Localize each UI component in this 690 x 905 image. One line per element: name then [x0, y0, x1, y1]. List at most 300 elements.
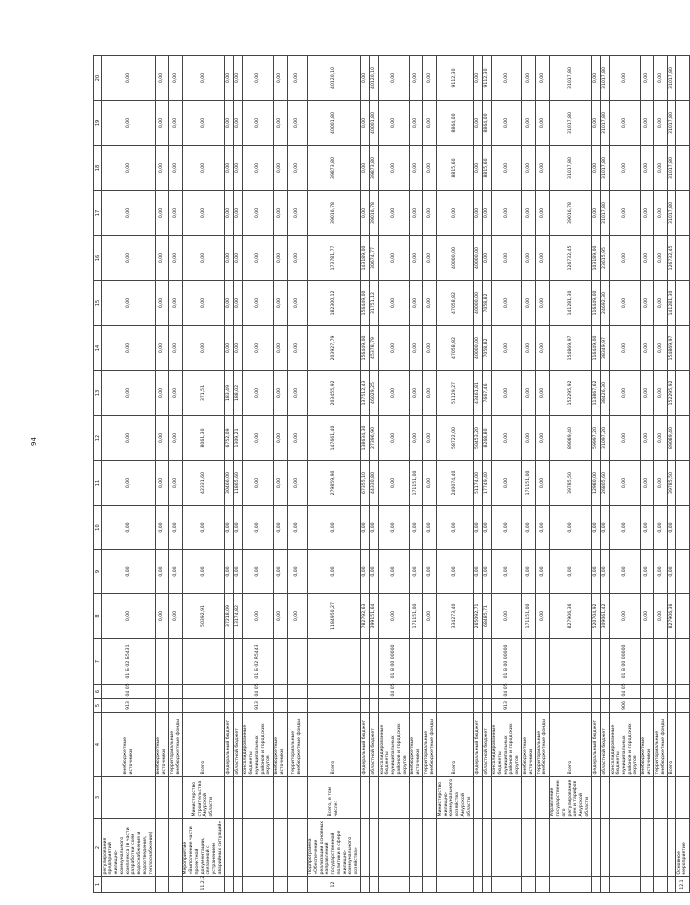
- cell-c7: [676, 639, 689, 685]
- table-row: [409, 56, 422, 893]
- cell-value: 0,00: [379, 56, 410, 101]
- cell-value: 0,00: [361, 506, 370, 550]
- cell-c4: территориальные внебюджетные фонды: [169, 713, 182, 777]
- cell-value: 0,00: [224, 281, 233, 326]
- cell-value: 0,00: [473, 146, 482, 191]
- cell-value: 39016,78: [307, 191, 361, 236]
- cell-value: 13174,82: [233, 594, 242, 639]
- cell-value: 0,00: [242, 594, 273, 639]
- cell-c5: 913: [242, 699, 273, 713]
- cell-value: 0,00: [102, 236, 156, 281]
- cell-c4: областной бюджет: [482, 713, 491, 777]
- column-number: 7: [94, 639, 102, 685]
- cell-value: 31751,12: [370, 281, 379, 326]
- cell-c1: [668, 877, 676, 893]
- cell-c3: [273, 777, 287, 819]
- cell-value: 0,00: [169, 191, 182, 236]
- cell-value: 0,00: [242, 281, 273, 326]
- cell-c2: Основное мероприятие: [676, 819, 689, 877]
- cell-c5: [522, 699, 535, 713]
- cell-c1: 12.1: [676, 877, 689, 893]
- cell-value: 0,00: [654, 461, 668, 506]
- cell-c4: областной бюджет: [370, 713, 379, 777]
- table-row: [287, 56, 307, 893]
- cell-value: 0,00: [522, 191, 535, 236]
- cell-c2: [592, 819, 601, 877]
- cell-value: 0,00: [482, 236, 491, 281]
- cell-value: 0,00: [491, 326, 522, 371]
- column-number: 4: [94, 713, 102, 777]
- cell-value: [676, 146, 689, 191]
- cell-value: 0,00: [423, 191, 437, 236]
- table-row: [182, 56, 224, 893]
- cell-c6: [361, 685, 370, 699]
- cell-value: 0,00: [423, 506, 437, 550]
- cell-value: 0,00: [287, 506, 307, 550]
- cell-c1: [437, 877, 473, 893]
- cell-value: 0,00: [273, 281, 287, 326]
- cell-value: [676, 236, 689, 281]
- cell-value: 24692,30: [601, 281, 610, 326]
- cell-c2: [169, 819, 182, 877]
- cell-c2: [640, 819, 653, 877]
- cell-c4: Всего: [668, 713, 676, 777]
- table-row: [482, 56, 491, 893]
- cell-value: 40120,10: [307, 56, 361, 101]
- table-row: [437, 56, 473, 893]
- cell-value: 0,00: [654, 416, 668, 461]
- cell-value: 0,00: [224, 56, 233, 101]
- cell-c7: 01 В 00 00000: [491, 639, 522, 685]
- cell-value: 0,00: [287, 191, 307, 236]
- cell-value: [676, 56, 689, 101]
- cell-value: 40000,00: [437, 236, 473, 281]
- cell-c5: [535, 699, 549, 713]
- cell-value: 154869,97: [668, 326, 676, 371]
- cell-c1: [491, 877, 522, 893]
- cell-c1: [287, 877, 307, 893]
- cell-c4: федеральный бюджет: [224, 713, 233, 777]
- cell-value: 203455,92: [307, 371, 361, 416]
- cell-c3: [242, 777, 273, 819]
- page-number: 94: [30, 437, 38, 446]
- cell-value: 51174,00: [473, 461, 482, 506]
- cell-c3: [169, 777, 182, 819]
- cell-c1: [233, 877, 242, 893]
- cell-c7: [409, 639, 422, 685]
- cell-value: 0,00: [273, 550, 287, 594]
- cell-value: 9112,30: [482, 56, 491, 101]
- cell-value: 39785,50: [549, 461, 591, 506]
- cell-c6: [482, 685, 491, 699]
- cell-value: 171151,00: [522, 461, 535, 506]
- cell-value: 0,00: [155, 191, 168, 236]
- cell-value: 0,00: [610, 461, 641, 506]
- cell-value: 0,00: [535, 506, 549, 550]
- cell-value: [676, 371, 689, 416]
- cell-c7: [549, 639, 591, 685]
- cell-value: 40000,00: [473, 326, 482, 371]
- cell-value: 279859,90: [307, 461, 361, 506]
- cell-value: 0,00: [379, 371, 410, 416]
- cell-value: 58722,00: [437, 416, 473, 461]
- column-number: 9: [94, 550, 102, 594]
- cell-value: 50392,91: [182, 594, 224, 639]
- cell-value: 156449,00: [361, 281, 370, 326]
- cell-c3: [654, 777, 668, 819]
- cell-c6: 04 05: [491, 685, 522, 699]
- cell-value: 0,00: [287, 101, 307, 146]
- cell-value: 0,00: [379, 461, 410, 506]
- cell-c6: [601, 685, 610, 699]
- table-row: [242, 56, 273, 893]
- column-number: 5: [94, 699, 102, 713]
- cell-value: 0,00: [535, 550, 549, 594]
- cell-value: 0,00: [491, 371, 522, 416]
- cell-c6: [437, 685, 473, 699]
- cell-c2: [155, 819, 168, 877]
- cell-value: [676, 416, 689, 461]
- cell-c5: 913: [102, 699, 156, 713]
- cell-c2: [423, 819, 437, 877]
- cell-value: 782792,63: [361, 594, 370, 639]
- cell-value: 0,00: [233, 56, 242, 101]
- cell-value: 0,00: [437, 191, 473, 236]
- cell-value: 0,00: [640, 191, 653, 236]
- cell-value: 0,00: [287, 416, 307, 461]
- cell-c1: [370, 877, 379, 893]
- cell-value: 0,00: [592, 191, 601, 236]
- cell-value: 12980,00: [592, 461, 601, 506]
- cell-value: 0,00: [155, 281, 168, 326]
- cell-value: 0,00: [592, 56, 601, 101]
- table-row: [155, 56, 168, 893]
- cell-c1: [482, 877, 491, 893]
- cell-value: 0,00: [242, 416, 273, 461]
- cell-c5: [307, 699, 361, 713]
- cell-c3: [423, 777, 437, 819]
- cell-value: 0,00: [233, 101, 242, 146]
- cell-c5: [370, 699, 379, 713]
- cell-c6: [473, 685, 482, 699]
- cell-c5: [549, 699, 591, 713]
- column-number: 3: [94, 777, 102, 819]
- cell-value: 17749,40: [482, 461, 491, 506]
- cell-value: 0,00: [423, 236, 437, 281]
- cell-value: 0,00: [155, 236, 168, 281]
- cell-value: 0,00: [482, 506, 491, 550]
- cell-value: 0,00: [610, 326, 641, 371]
- cell-c3: Министерство жилищно-коммунального хозяйства Амурской области: [437, 777, 473, 819]
- cell-value: 0,00: [437, 506, 473, 550]
- cell-value: 0,00: [409, 281, 422, 326]
- cell-value: 0,00: [233, 550, 242, 594]
- cell-c4: территориальные внебюджетные фонды: [423, 713, 437, 777]
- cell-c2: [233, 819, 242, 877]
- cell-value: 0,00: [610, 146, 641, 191]
- cell-value: 0,00: [155, 326, 168, 371]
- cell-c3: [482, 777, 491, 819]
- cell-value: 0,00: [169, 506, 182, 550]
- cell-c6: [668, 685, 676, 699]
- cell-value: 0,00: [102, 550, 156, 594]
- cell-value: 39016,78: [370, 191, 379, 236]
- column-number: 11: [94, 461, 102, 506]
- cell-value: 50453,20: [473, 416, 482, 461]
- cell-value: 0,00: [601, 506, 610, 550]
- cell-value: 67355,10: [361, 461, 370, 506]
- cell-value: 0,00: [535, 56, 549, 101]
- cell-value: 0,00: [273, 416, 287, 461]
- cell-c7: [522, 639, 535, 685]
- cell-c6: [169, 685, 182, 699]
- cell-value: 0,00: [287, 236, 307, 281]
- cell-value: 0,00: [102, 281, 156, 326]
- cell-value: 8268,80: [482, 416, 491, 461]
- cell-c1: [549, 877, 591, 893]
- cell-c7: [155, 639, 168, 685]
- cell-value: 0,00: [640, 56, 653, 101]
- cell-value: 0,00: [379, 416, 410, 461]
- table-row: [549, 56, 591, 893]
- cell-value: 0,00: [307, 550, 361, 594]
- cell-value: 0,00: [640, 461, 653, 506]
- cell-value: 0,00: [361, 146, 370, 191]
- cell-value: 40001,80: [370, 101, 379, 146]
- cell-value: 0,00: [182, 146, 224, 191]
- cell-value: 0,00: [654, 191, 668, 236]
- cell-c3: [379, 777, 410, 819]
- cell-c7: [654, 639, 668, 685]
- cell-value: 31017,80: [668, 101, 676, 146]
- cell-value: [676, 191, 689, 236]
- cell-value: 0,00: [535, 371, 549, 416]
- cell-c4: Всего: [549, 713, 591, 777]
- cell-value: 203927,79: [307, 326, 361, 371]
- cell-value: 0,00: [423, 101, 437, 146]
- cell-value: 0,00: [102, 191, 156, 236]
- cell-value: 0,00: [273, 56, 287, 101]
- table-row: [592, 56, 601, 893]
- cell-value: 0,00: [592, 550, 601, 594]
- cell-value: 46029,25: [370, 371, 379, 416]
- cell-value: 0,00: [182, 236, 224, 281]
- cell-value: 0,00: [640, 236, 653, 281]
- cell-value: 0,00: [379, 326, 410, 371]
- cell-c7: [535, 639, 549, 685]
- cell-c2: [379, 819, 410, 877]
- cell-value: 44330,80: [370, 461, 379, 506]
- cell-value: 156449,00: [361, 326, 370, 371]
- cell-c2: [535, 819, 549, 877]
- cell-c3: [287, 777, 307, 819]
- cell-c3: Управление государственного регулирования цен и тарифов Амурской области: [549, 777, 591, 819]
- cell-value: 0,00: [522, 146, 535, 191]
- cell-value: 141281,30: [668, 281, 676, 326]
- cell-c6: [592, 685, 601, 699]
- cell-c5: [361, 699, 370, 713]
- cell-value: 0,00: [169, 281, 182, 326]
- cell-value: 0,00: [242, 461, 273, 506]
- cell-value: 9112,30: [437, 56, 473, 101]
- cell-value: [676, 461, 689, 506]
- cell-value: 0,00: [273, 326, 287, 371]
- cell-value: 143189,00: [361, 236, 370, 281]
- cell-value: 0,00: [233, 506, 242, 550]
- cell-value: 0,00: [287, 56, 307, 101]
- cell-c5: [182, 699, 224, 713]
- cell-c6: [409, 685, 422, 699]
- cell-value: 0,00: [491, 594, 522, 639]
- cell-value: 171151,00: [522, 594, 535, 639]
- cell-value: 0,00: [273, 101, 287, 146]
- cell-value: 147661,40: [307, 416, 361, 461]
- cell-value: 0,00: [592, 101, 601, 146]
- cell-value: 137512,43: [361, 371, 370, 416]
- cell-value: 1309,21: [233, 416, 242, 461]
- cell-value: 0,00: [409, 236, 422, 281]
- cell-value: 0,00: [155, 101, 168, 146]
- cell-c1: [522, 877, 535, 893]
- cell-value: 31017,80: [549, 56, 591, 101]
- cell-value: 0,00: [233, 146, 242, 191]
- cell-value: 0,00: [535, 281, 549, 326]
- cell-c3: [233, 777, 242, 819]
- cell-c2: Подпрограмма «Обеспечение реализации основных направлений государственной политики в сфере жилищно-коммунального хозяйства»: [307, 819, 361, 877]
- cell-value: 399151,64: [370, 594, 379, 639]
- cell-value: 0,00: [409, 191, 422, 236]
- cell-value: 0,00: [273, 191, 287, 236]
- cell-value: 0,00: [233, 326, 242, 371]
- cell-value: 0,00: [409, 101, 422, 146]
- cell-value: 0,00: [409, 416, 422, 461]
- cell-value: 0,00: [610, 594, 641, 639]
- cell-value: [676, 326, 689, 371]
- cell-value: [676, 506, 689, 550]
- cell-value: 0,00: [233, 191, 242, 236]
- cell-c4: внебюджетные источники: [409, 713, 422, 777]
- cell-value: 0,00: [224, 506, 233, 550]
- cell-value: 38349,97: [601, 326, 610, 371]
- cell-c2: [610, 819, 641, 877]
- cell-value: 0,00: [491, 281, 522, 326]
- cell-c2: [601, 819, 610, 877]
- cell-value: 0,00: [610, 56, 641, 101]
- cell-c7: [592, 639, 601, 685]
- cell-value: 0,00: [522, 506, 535, 550]
- cell-value: 31097,20: [601, 416, 610, 461]
- cell-c2: регулирования предприятий жилищно-коммунального комплекса (в части разработки схем водоснабжения и водоотведения, теплоснабжения): [102, 819, 156, 877]
- cell-value: 265092,71: [473, 594, 482, 639]
- cell-value: 0,00: [409, 146, 422, 191]
- cell-value: 42331,60: [182, 461, 224, 506]
- cell-value: 0,00: [654, 594, 668, 639]
- cell-value: 31017,80: [601, 56, 610, 101]
- cell-c6: [535, 685, 549, 699]
- budget-table-rotated: [93, 61, 688, 893]
- cell-value: 0,00: [361, 191, 370, 236]
- cell-c5: [437, 699, 473, 713]
- cell-c5: [592, 699, 601, 713]
- cell-value: 0,00: [242, 371, 273, 416]
- cell-value: 171151,00: [409, 461, 422, 506]
- cell-value: 0,00: [640, 550, 653, 594]
- cell-value: 51129,27: [437, 371, 473, 416]
- cell-value: 0,00: [640, 101, 653, 146]
- cell-value: 31017,80: [549, 146, 591, 191]
- cell-value: 7058,82: [482, 281, 491, 326]
- cell-value: 0,00: [287, 594, 307, 639]
- cell-value: 0,00: [287, 146, 307, 191]
- cell-value: 31017,80: [668, 56, 676, 101]
- cell-value: 188,02: [233, 371, 242, 416]
- cell-value: 0,00: [273, 371, 287, 416]
- cell-value: 0,00: [307, 506, 361, 550]
- cell-value: 0,00: [491, 461, 522, 506]
- cell-value: 26805,60: [601, 461, 610, 506]
- column-number: 6: [94, 685, 102, 699]
- cell-c7: [233, 639, 242, 685]
- cell-c6: [273, 685, 287, 699]
- cell-value: 0,00: [549, 506, 591, 550]
- cell-c4: консолидированные бюджеты муниципальных районов и городских округов: [610, 713, 641, 777]
- cell-value: 31017,80: [601, 146, 610, 191]
- cell-c3: [361, 777, 370, 819]
- column-number: 19: [94, 101, 102, 146]
- cell-value: 0,00: [242, 550, 273, 594]
- cell-value: 0,00: [482, 550, 491, 594]
- cell-c5: [155, 699, 168, 713]
- cell-c2: [370, 819, 379, 877]
- cell-value: 0,00: [423, 550, 437, 594]
- cell-c6: 04 05: [610, 685, 641, 699]
- table-row: [610, 56, 641, 893]
- cell-c4: Всего: [307, 713, 361, 777]
- cell-c5: 913: [491, 699, 522, 713]
- cell-value: 0,00: [169, 416, 182, 461]
- cell-value: 0,00: [233, 236, 242, 281]
- cell-value: 0,00: [155, 146, 168, 191]
- cell-c4: внебюджетные источники: [102, 713, 156, 777]
- cell-value: 0,00: [379, 236, 410, 281]
- cell-c6: [654, 685, 668, 699]
- cell-value: 0,00: [610, 281, 641, 326]
- cell-value: 0,00: [535, 461, 549, 506]
- cell-value: 0,00: [273, 506, 287, 550]
- cell-value: 0,00: [654, 281, 668, 326]
- cell-value: 7667,46: [482, 371, 491, 416]
- cell-c6: [370, 685, 379, 699]
- cell-c1: [535, 877, 549, 893]
- cell-c1: [601, 877, 610, 893]
- column-number: 1: [94, 877, 102, 893]
- cell-c7: 01 Б 02 Б5431: [102, 639, 156, 685]
- cell-value: 152295,92: [549, 371, 591, 416]
- cell-value: 520704,92: [592, 594, 601, 639]
- cell-c6: [155, 685, 168, 699]
- cell-value: 0,00: [535, 236, 549, 281]
- table-row: [423, 56, 437, 893]
- cell-value: 0,00: [169, 461, 182, 506]
- cell-c6: [287, 685, 307, 699]
- cell-value: 43461,81: [473, 371, 482, 416]
- cell-c5: [273, 699, 287, 713]
- cell-value: 0,00: [169, 371, 182, 416]
- cell-c7: [273, 639, 287, 685]
- cell-c2: [522, 819, 535, 877]
- column-number: 10: [94, 506, 102, 550]
- cell-value: 0,00: [169, 594, 182, 639]
